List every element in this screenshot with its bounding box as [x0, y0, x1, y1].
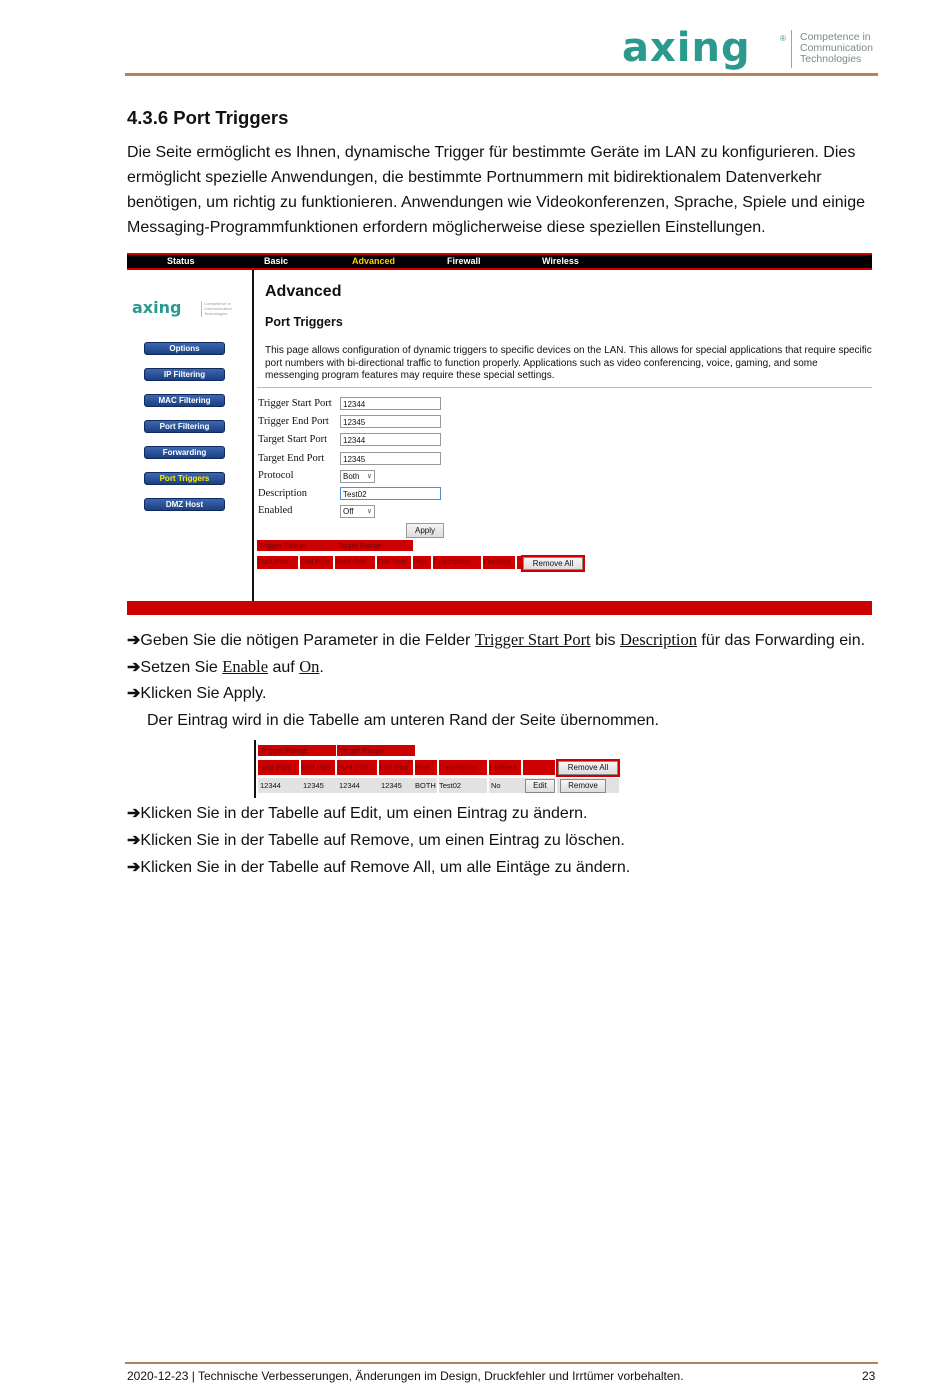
- step-3: [127, 684, 266, 704]
- top-nav-bar: [127, 255, 872, 268]
- col-end-port: End Port: [379, 760, 413, 775]
- step-text: Klicken Sie in der Tabelle auf Remove All, um alle Eintäge zu ändern.: [140, 859, 631, 876]
- router-hr: [257, 387, 872, 388]
- router-logo-wordmark: axing: [132, 298, 182, 317]
- chevron-down-icon: ∨: [366, 473, 372, 480]
- cell-target-end: 12345: [379, 778, 415, 793]
- header-rule: [125, 73, 878, 76]
- arrow-right-icon: ➔: [127, 659, 141, 676]
- tagline-line: Communication: [800, 42, 873, 54]
- section-intro: Die Seite ermöglicht es Ihnen, dynamische Trigger für bestimmte Geräte im LAN zu konfigurieren. Dies ermöglicht spezielle Anwendungen, die bestimmte Portnummern mit bidirektionalem Datenverkehr benötigen, um richtig zu funktionieren. Anwendungen wie Videokonferenzen, Sprache, Spiele und einige Messaging-Programmfunktionen erfordern möglicherweise diese speziellen Einstellungen.: [127, 144, 865, 236]
- tagline-line: Technologies: [800, 53, 862, 65]
- target-start-input[interactable]: 12344: [340, 433, 441, 446]
- protocol-label: Protocol: [258, 470, 294, 481]
- target-range-header: Target Range: [335, 540, 413, 551]
- target-end-input[interactable]: 12345: [340, 452, 441, 465]
- step-text: bis: [590, 632, 620, 649]
- sidebar-item-mac-filtering[interactable]: MAC Filtering: [144, 394, 225, 407]
- content-divider: [252, 270, 254, 602]
- target-start-label: Target Start Port: [258, 434, 328, 445]
- step-text: Klicken Sie in der Tabelle auf Remove, um einen Eintrag zu löschen.: [140, 832, 625, 849]
- logo-divider: [791, 30, 792, 68]
- field-ref-enable: Enable: [222, 657, 269, 676]
- col-start-port: Start Port: [337, 760, 377, 775]
- step-2: [127, 657, 324, 678]
- remove-all-button[interactable]: Remove All: [558, 761, 618, 775]
- description-label: Description: [258, 488, 307, 499]
- router-footer-bar: [127, 601, 872, 615]
- col-start-port: Start Port: [335, 556, 375, 569]
- arrow-right-icon: ➔: [127, 859, 141, 876]
- router-description: This page allows configuration of dynamic triggers to specific devices on the LAN. This allows for special applications that require specific port numbers with bi-directional traffic to function properly. Applications such as video conferencing, voice, gaming, and some messenging program features may require these special settings.: [265, 345, 872, 381]
- sidebar-item-options[interactable]: Options: [144, 342, 225, 355]
- trigger-start-label: Trigger Start Port: [258, 398, 332, 409]
- nav-status[interactable]: Status: [167, 256, 195, 266]
- arrow-right-icon: ➔: [127, 805, 141, 822]
- trigger-start-input[interactable]: 12344: [340, 397, 441, 410]
- logo-wordmark: axing: [622, 25, 751, 71]
- result-table: [254, 740, 620, 798]
- logo-tagline: [800, 32, 873, 65]
- footer-text: 2020-12-23 | Technische Verbesserungen, Änderungen im Design, Druckfehler und Irrtümer vorbehalten.: [127, 1369, 684, 1383]
- router-page-title: Advanced: [265, 283, 342, 300]
- sidebar-item-dmz-host[interactable]: DMZ Host: [144, 498, 225, 511]
- col-end-port: End Port: [301, 760, 335, 775]
- top-nav: [127, 253, 872, 270]
- trigger-range-header: Trigger Range: [258, 745, 336, 756]
- enabled-select[interactable]: [340, 505, 375, 518]
- col-end-port: End Port: [377, 556, 411, 569]
- table-divider: [254, 740, 256, 798]
- router-sub-title: Port Triggers: [265, 315, 343, 329]
- cell-trigger-end: 12345: [301, 778, 337, 793]
- router-logo-tagline: [204, 301, 232, 316]
- router-tagline-line: Technologies: [204, 311, 228, 316]
- col-description: Description: [433, 556, 481, 569]
- nav-wireless[interactable]: Wireless: [542, 256, 579, 266]
- cell-trigger-start: 12344: [258, 778, 301, 793]
- step-text: für das Forwarding ein.: [696, 632, 866, 649]
- trigger-range-header: Trigger Range: [257, 540, 335, 551]
- protocol-select[interactable]: [340, 470, 375, 483]
- field-ref-description: Description: [620, 630, 697, 649]
- value-ref-on: On: [299, 657, 320, 676]
- field-ref-trigger-start: Trigger Start Port: [474, 630, 591, 649]
- sidebar-item-ip-filtering[interactable]: IP Filtering: [144, 368, 225, 381]
- col-protocol: Prot.: [415, 760, 437, 775]
- logo-registered-mark: ®: [780, 34, 786, 43]
- enabled-label: Enabled: [258, 505, 293, 516]
- router-logo-divider: [201, 301, 202, 317]
- chevron-down-icon: ∨: [366, 508, 372, 515]
- step-text: Klicken Sie in der Tabelle auf Edit, um einen Eintrag zu ändern.: [140, 805, 588, 822]
- router-screenshot: [127, 253, 872, 615]
- footer-rule: [125, 1362, 878, 1364]
- step-text: Geben Sie die nötigen Parameter in die Felder: [140, 632, 475, 649]
- step-5: [127, 831, 625, 851]
- target-end-label: Target End Port: [258, 453, 325, 464]
- step-text: .: [319, 659, 324, 676]
- sidebar-item-forwarding[interactable]: Forwarding: [144, 446, 225, 459]
- protocol-value: Both: [343, 472, 360, 481]
- col-edit: [523, 760, 555, 775]
- cell-enabled: No: [489, 778, 523, 793]
- router-logo: [132, 300, 237, 320]
- axing-logo: [622, 25, 880, 72]
- step-text: Klicken Sie Apply.: [140, 685, 267, 702]
- step-text: Setzen Sie: [140, 659, 223, 676]
- cell-description: Test02: [439, 778, 487, 793]
- router-tagline-line: Competence in: [204, 301, 231, 306]
- col-description: Description: [439, 760, 487, 775]
- step-3-note: Der Eintrag wird in die Tabelle am unteren Rand der Seite übernommen.: [147, 712, 659, 729]
- section-title: 4.3.6 Port Triggers: [127, 107, 289, 128]
- col-start-port: Start Port: [258, 760, 299, 775]
- step-1: [127, 630, 865, 651]
- step-4: [127, 804, 588, 824]
- page-number: 23: [862, 1369, 876, 1383]
- col-protocol: Prot.: [413, 556, 431, 569]
- step-6: [127, 858, 630, 878]
- cell-protocol: BOTH: [415, 778, 437, 793]
- tagline-line: Competence in: [800, 31, 871, 43]
- arrow-right-icon: ➔: [127, 632, 141, 649]
- col-enabled: Enabled: [489, 760, 521, 775]
- arrow-right-icon: ➔: [127, 832, 141, 849]
- target-range-header: Target Range: [337, 745, 415, 756]
- description-input[interactable]: Test02: [340, 487, 441, 500]
- remove-button[interactable]: Remove: [560, 779, 606, 793]
- step-text: auf: [268, 659, 300, 676]
- cell-target-start: 12344: [337, 778, 379, 793]
- sidebar-item-port-filtering[interactable]: Port Filtering: [144, 420, 225, 433]
- nav-firewall[interactable]: Firewall: [447, 256, 481, 266]
- col-end-port: End Port: [300, 556, 333, 569]
- col-enabled: Enabled: [483, 556, 515, 569]
- arrow-right-icon: ➔: [127, 685, 141, 702]
- enabled-value: Off: [343, 507, 354, 516]
- sidebar-item-port-triggers[interactable]: Port Triggers: [144, 472, 225, 485]
- router-tagline-line: Communication: [204, 306, 232, 311]
- edit-button[interactable]: Edit: [525, 779, 555, 793]
- nav-advanced[interactable]: Advanced: [352, 256, 396, 266]
- trigger-end-input[interactable]: 12345: [340, 415, 441, 428]
- apply-button[interactable]: Apply: [406, 523, 444, 538]
- col-start-port: Start Port: [257, 556, 298, 569]
- remove-all-button[interactable]: Remove All: [523, 557, 583, 570]
- nav-basic[interactable]: Basic: [264, 256, 289, 266]
- trigger-end-label: Trigger End Port: [258, 416, 329, 427]
